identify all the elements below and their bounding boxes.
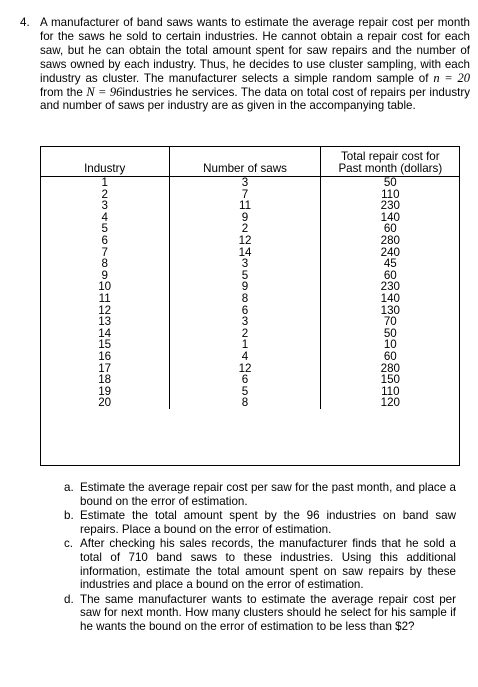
- cell-industry: 19: [40, 386, 170, 398]
- cell-repair-cost: 110: [381, 384, 400, 398]
- problem-text-part2: from the: [40, 85, 87, 99]
- header-industry: Industry: [40, 146, 170, 177]
- cell-repair-cost: 60: [383, 268, 397, 282]
- cell-repair-cost: 110: [381, 187, 400, 201]
- cell-number-of-saws: 3: [170, 177, 320, 189]
- problem-text-part1: A manufacturer of band saws wants to estimate the average repair cost per month for the saws he sold to certain industries. He cannot obtain a repair cost for each saw, but he can obtain the total amount spent for saw repairs and the number of saws owned by each industry. Thus, he decides to use cluster sampling, with each industry as cluster. The manufacturer selects a simple random sample of: [40, 16, 470, 85]
- cell-number-of-saws: 14: [170, 247, 320, 259]
- cell-repair-cost: 120: [380, 396, 400, 410]
- cell-number-of-saws: 1: [170, 339, 320, 351]
- cell-number-of-saws: 5: [170, 386, 320, 398]
- cell-industry: 15: [40, 339, 170, 351]
- cell-number-of-saws: 7: [170, 189, 320, 201]
- cell-industry: 8: [40, 258, 170, 270]
- cell-repair-cost: 60: [383, 349, 397, 363]
- cell-number-of-saws: 12: [170, 235, 320, 247]
- table-row: [40, 316, 460, 328]
- question-parts: [64, 481, 456, 635]
- cell-industry: 7: [40, 247, 170, 259]
- cell-number-of-saws: 9: [170, 212, 320, 224]
- cell-number-of-saws: 3: [170, 316, 320, 328]
- cell-number-of-saws: 2: [170, 328, 320, 340]
- cell-repair-cost: 240: [380, 245, 400, 259]
- table-row: [40, 374, 460, 386]
- cell-number-of-saws: 8: [170, 293, 320, 305]
- population-size-expression: N = 96: [86, 84, 123, 99]
- cell-repair-cost: 150: [380, 373, 400, 387]
- part-d: d. The same manufacturer wants to estimate the average repair cost per saw for next month. How many clusters should he select for his sample if he wants the bound on the error of estimation to be less than $2?: [64, 592, 456, 633]
- table-body: [40, 177, 460, 409]
- cell-number-of-saws: 4: [170, 351, 320, 363]
- problem-text-part3: industries he services. The data on total cost of repairs per industry and number of saws per industry are as given in the accompanying table.: [40, 85, 470, 113]
- cell-number-of-saws: 9: [170, 281, 320, 293]
- cell-industry: 18: [40, 374, 170, 386]
- header-number-of-saws: Number of saws: [170, 146, 320, 177]
- cell-number-of-saws: 6: [170, 305, 320, 317]
- problem-text: [40, 16, 470, 113]
- cell-repair-cost: 230: [380, 280, 400, 294]
- data-table: [40, 146, 460, 409]
- header-total-repair-cost: Total repair cost for Past month (dollars): [320, 146, 460, 177]
- cell-number-of-saws: 12: [170, 363, 320, 375]
- cell-industry: 14: [40, 328, 170, 340]
- part-b: b. Estimate the total amount spent by the 96 industries on band saw repairs. Place a bound on the error of estimation.: [64, 509, 456, 536]
- cell-repair-cost: 10: [383, 338, 397, 352]
- table-row: [40, 351, 460, 363]
- cell-industry: 13: [40, 316, 170, 328]
- cell-repair-cost: 70: [383, 315, 397, 329]
- cell-repair-cost: 140: [380, 210, 400, 224]
- cell-repair-cost: 280: [380, 361, 400, 375]
- cell-repair-cost: 130: [380, 303, 400, 317]
- cell-repair-cost: 230: [380, 199, 400, 213]
- table-row: [40, 258, 460, 270]
- cell-industry: 12: [40, 305, 170, 317]
- cell-industry: 4: [40, 212, 170, 224]
- cell-repair-cost: 50: [383, 326, 397, 340]
- cell-industry: 3: [40, 200, 170, 212]
- cell-industry: 10: [40, 281, 170, 293]
- cell-industry: 6: [40, 235, 170, 247]
- cell-industry: 1: [40, 177, 170, 189]
- cell-industry: 20: [40, 397, 170, 409]
- cell-repair-cost: 45: [383, 257, 397, 271]
- cell-number-of-saws: 5: [170, 270, 320, 282]
- cell-repair-cost: 50: [383, 176, 397, 189]
- cell-number-of-saws: 11: [170, 200, 320, 212]
- table-row: [40, 177, 460, 189]
- cell-repair-cost: 280: [380, 233, 400, 247]
- cell-industry: 16: [40, 351, 170, 363]
- problem-statement: [20, 16, 470, 113]
- cell-industry: 11: [40, 293, 170, 305]
- cell-industry: 17: [40, 363, 170, 375]
- sample-size-expression: n = 20: [433, 70, 470, 85]
- cell-industry: 9: [40, 270, 170, 282]
- part-c: c. After checking his sales records, the manufacturer finds that he sold a total of 710 band saws to these industries. Using this additional information, estimate the total amount spent on saw repairs by these industries and place a bound on the error of estimation.: [64, 537, 456, 592]
- cell-number-of-saws: 8: [170, 397, 320, 409]
- table-header-row: [40, 146, 460, 177]
- cell-repair-cost: 140: [380, 291, 400, 305]
- cell-number-of-saws: 6: [170, 374, 320, 386]
- problem-number: 4.: [20, 16, 30, 29]
- table-row: [40, 293, 460, 305]
- cell-number-of-saws: 3: [170, 258, 320, 270]
- table-row: [40, 397, 460, 409]
- cell-industry: 5: [40, 223, 170, 235]
- cell-number-of-saws: 2: [170, 223, 320, 235]
- part-a: a. Estimate the average repair cost per saw for the past month, and place a bound on the error of estimation.: [64, 481, 456, 508]
- cell-industry: 2: [40, 189, 170, 201]
- cell-repair-cost: 60: [383, 222, 397, 236]
- table-row: [40, 235, 460, 247]
